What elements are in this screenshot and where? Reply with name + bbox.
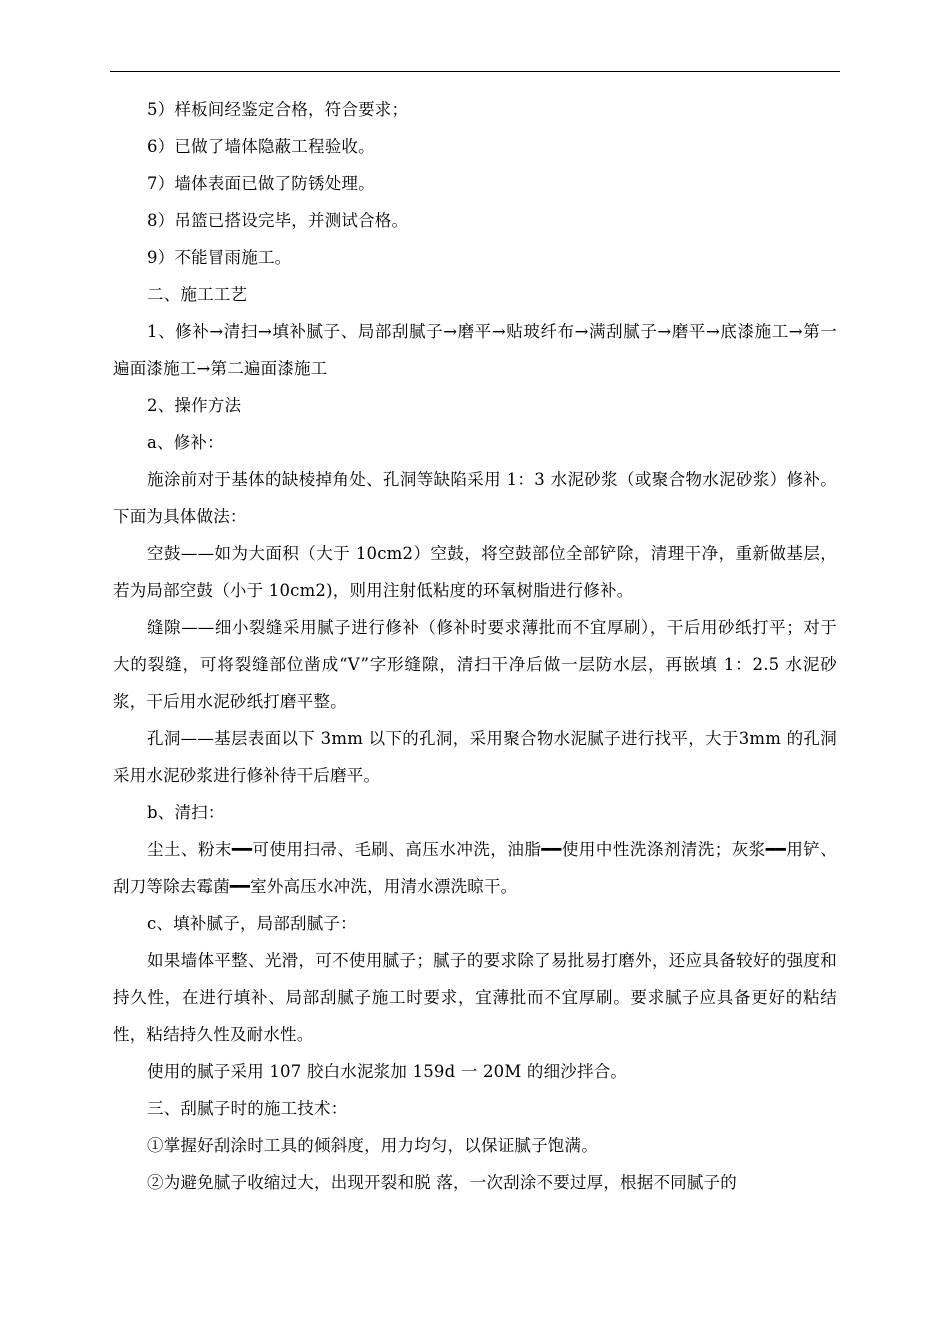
paragraph: 6）已做了墙体隐蔽工程验收。	[147, 137, 375, 156]
paragraph: 如果墙体平整、光滑，可不使用腻子；腻子的要求除了易批易打磨外，还应具备较好的强度和持久性，在进行填补、局部刮腻子施工时要求，宜薄批而不宜厚刷。要求腻子应具备更好的粘结性，粘结持久性及耐水性。	[113, 951, 837, 1044]
paragraph: ①掌握好刮涂时工具的倾斜度，用力均匀，以保证腻子饱满。	[147, 1136, 598, 1155]
paragraph: 1、修补→清扫→填补腻子、局部刮腻子→磨平→贴玻纤布→满刮腻子→磨平→底漆施工→第一遍面漆施工→第二遍面漆施工	[113, 322, 837, 378]
paragraph: 尘土、粉末━━可使用扫帚、毛刷、高压水冲洗，油脂━━使用中性洗涤剂清洗；灰浆━━用铲、刮刀等除去霉菌━━室外高压水冲洗，用清水漂洗晾干。	[113, 840, 837, 896]
paragraph: 孔洞——基层表面以下 3mm 以下的孔洞，采用聚合物水泥腻子进行找平，大于3mm 的孔洞采用水泥砂浆进行修补待干后磨平。	[113, 729, 837, 785]
paragraph: 施涂前对于基体的缺棱掉角处、孔洞等缺陷采用 1：3 水泥砂浆（或聚合物水泥砂浆）修补。下面为具体做法：	[113, 470, 837, 526]
section-heading: 二、施工工艺	[147, 285, 248, 304]
paragraph: 使用的腻子采用 107 胶白水泥浆加 159d 一 20M 的细沙拌合。	[147, 1062, 628, 1081]
subsection-heading: 2、操作方法	[147, 396, 242, 415]
subsection-heading: a、修补：	[147, 433, 224, 452]
section-heading: 三、刮腻子时的施工技术：	[147, 1099, 348, 1118]
subsection-heading: b、清扫：	[147, 803, 225, 822]
subsection-heading: c、填补腻子，局部刮腻子：	[147, 914, 357, 933]
paragraph: 5）样板间经鉴定合格，符合要求；	[147, 100, 409, 119]
paragraph: ②为避免腻子收缩过大，出现开裂和脱 落，一次刮涂不要过厚，根据不同腻子的	[147, 1173, 737, 1192]
paragraph: 缝隙——细小裂缝采用腻子进行修补（修补时要求薄批而不宜厚刷），干后用砂纸打平；对于大的裂缝，可将裂缝部位凿成“V”字形缝隙，清扫干净后做一层防水层，再嵌填 1：2.5 水泥砂浆，干后用水泥砂纸打磨平整。	[113, 618, 837, 711]
paragraph: 9）不能冒雨施工。	[147, 248, 292, 267]
header-rule	[110, 71, 840, 72]
paragraph: 空鼓——如为大面积（大于 10cm2）空鼓，将空鼓部位全部铲除，清理干净，重新做基层，若为局部空鼓（小于 10cm2)，则用注射低粘度的环氧树脂进行修补。	[113, 544, 837, 600]
paragraph: 8）吊篮已搭设完毕，并测试合格。	[147, 211, 409, 230]
document-body	[113, 91, 837, 1201]
paragraph: 7）墙体表面已做了防锈处理。	[147, 174, 375, 193]
